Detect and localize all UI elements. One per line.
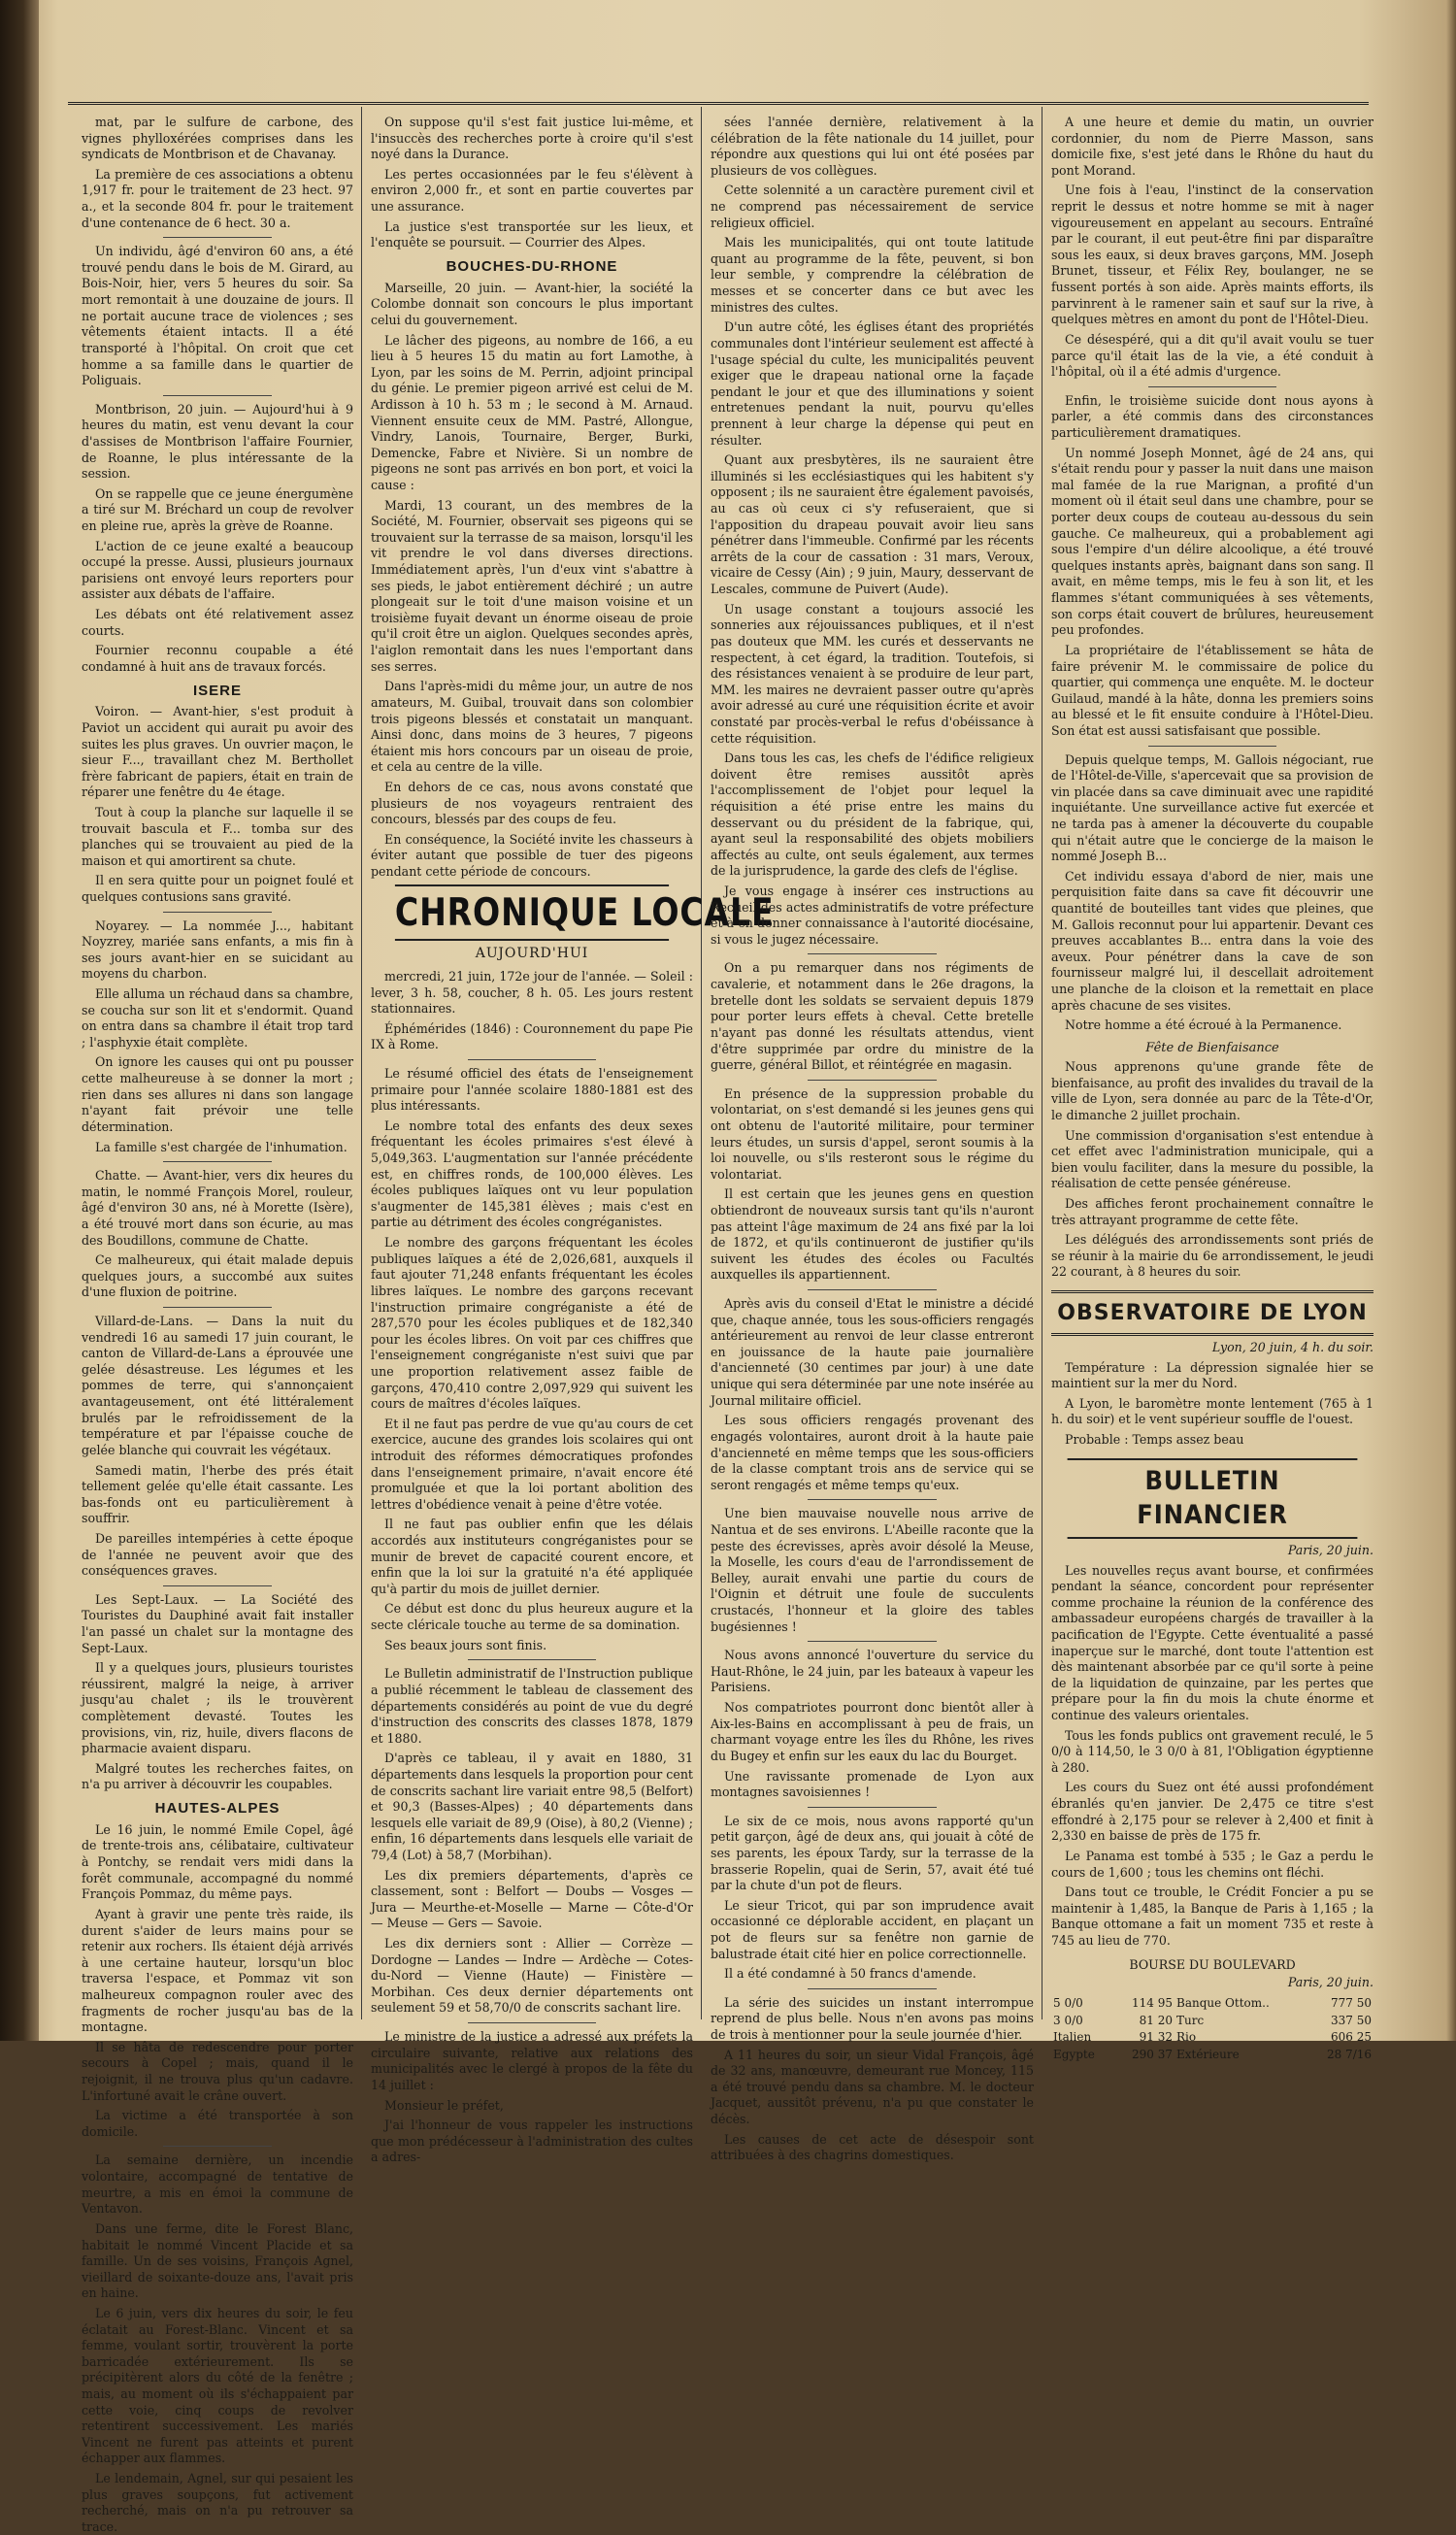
paragraph: A 11 heures du soir, un sieur Vidal François, âgé de 32 ans, manœuvre, demeurant rue Moncey, 115 a été trouvé pendu dans sa chambre. M. le docteur Jacquet, aussitôt prévenu, n'a pu que constater le décès. <box>711 2047 1034 2127</box>
column-4 <box>1051 115 1373 2062</box>
paragraph: A Lyon, le baromètre monte lentement (765 à 1 h. du soir) et le vent supérieur souffle de l'ouest. <box>1051 1395 1373 1427</box>
section-heading: ISERE <box>192 682 242 699</box>
paragraph: Nous apprenons qu'une grande fête de bienfaisance, au profit des invalides du travail de la ville de Lyon, sera donnée au parc de la Tête-d'Or, le dimanche 2 juillet prochain. <box>1051 1059 1373 1122</box>
masthead-title: CHRONIQUE LOCALE <box>395 884 669 942</box>
column-rule <box>361 107 362 2019</box>
table-cell: 114 95 <box>1132 1995 1174 2010</box>
table-cell: Turc <box>1176 2013 1205 2027</box>
column-rule <box>701 107 702 2019</box>
table-cell: 28 7/16 <box>1326 2048 1372 2062</box>
separator <box>163 2146 272 2147</box>
paragraph: Marseille, 20 juin. — Avant-hier, la société la Colombe donnait son concours le plus important celui du gouvernement. <box>371 280 693 327</box>
paragraph: Ce malheureux, qui était malade depuis quelques jours, a succombé aux suites d'une fluxion de poitrine. <box>82 1252 353 1300</box>
paragraph: Le ministre de la justice a adressé aux préfets la circulaire suivante, relative aux relations des municipalités avec le clergé à propos de la fête du 14 juillet : <box>371 2029 693 2092</box>
paragraph: Les Sept-Laux. — La Société des Touristes du Dauphiné avait fait installer l'an passé un chalet sur la montagne des Sept-Laux. <box>82 1591 353 1655</box>
separator <box>808 1289 937 1290</box>
paragraph: En conséquence, la Société invite les chasseurs à éviter autant que possible de tuer des pigeons pendant cette période de concours. <box>371 831 693 879</box>
paragraph: Montbrison, 20 juin. — Aujourd'hui à 9 heures du matin, est venu devant la cour d'assises de Montbrison l'affaire Fournier, de Roanne, le plus intéressante de la session. <box>82 401 353 482</box>
separator <box>1148 386 1277 387</box>
separator <box>163 1585 272 1586</box>
separator <box>468 1659 597 1660</box>
paragraph: sées l'année dernière, relativement à la célébration de la fête nationale du 14 juillet, pour répondre aux questions qui lui ont été posées par plusieurs de vos collègues. <box>711 115 1034 178</box>
table-cell: 337 50 <box>1331 2013 1372 2027</box>
section-heading: BOUCHES-DU-RHONE <box>446 257 618 275</box>
paragraph: Nos compatriotes pourront donc bientôt aller à Aix-les-Bains en accomplissant à peu de frais, un charmant voyage entre les îles du Rhône, les rives du Bugey et enfin sur les eaux du lac du Bourget. <box>711 1700 1034 1763</box>
paragraph: Ce début est donc du plus heureux augure et la secte cléricale touche au terme de sa domination. <box>371 1601 693 1633</box>
paragraph: Dans tous les cas, les chefs de l'édifice religieux doivent être remises aussitôt après l'accomplissement de l'objet pour lequel la réquisition a été prise entre les mains du desservant ou du président de la fabrique, qui, ayant seul la responsabilité des objets mobiliers affectés au culte, ont seuls également, aux termes de la jurisprudence, la garde des clefs de l'église. <box>711 750 1034 879</box>
table-cell: Egypte <box>1053 2048 1095 2062</box>
paragraph: Il est certain que les jeunes gens en question obtiendront de nouveaux sursis tant qu'ils n'auront pas atteint l'âge maximum de 24 ans fixé par la loi de 1872, et qu'ils continueront de justifier qu'ils suivent les études des écoles ou Facultés auxquelles ils appartiennent. <box>711 1186 1034 1283</box>
paragraph: Une fois à l'eau, l'instinct de la conservation reprit le dessus et notre homme se mit à nager vigoureusement en appelant au secours. Entraîné par le courant, il eut peut-être fini par disparaître sous les eaux, si deux braves garçons, MM. Joseph Brunet, tisseur, et Félix Rey, boulanger, ne se fussent portés à son aide. Après maints efforts, ils parvinrent à le ramener sain et sauf sur la rive, à quelques mètres en amont du pont de l'Hôtel-Dieu. <box>1051 183 1373 327</box>
paragraph: Dans l'après-midi du même jour, un autre de nos amateurs, M. Guibal, trouvait dans son colombier trois pigeons blessés et constatait un manquant. Ainsi donc, dans moins de 3 heures, 7 pigeons étaient mis hors concours par un oiseau de proie, et cela au centre de la ville. <box>371 679 693 775</box>
paragraph: Cette solennité a un caractère purement civil et ne comprend pas nécessairement de service religieux officiel. <box>711 183 1034 230</box>
paragraph: Ayant à gravir une pente très raide, ils durent s'aider de leurs mains pour se retenir aux rochers. Ils étaient déjà arrivés à une certaine hauteur, lorsqu'un bloc traversa l'espace, et Pommaz vit son malheureux compagnon rouler avec des fragments de rocher jusqu'au bas de la montagne. <box>82 1906 353 2035</box>
paragraph: Le 6 juin, vers dix heures du soir, le feu éclatait au Forest-Blanc. Vincent et sa femme, voulant sortir, trouvèrent la porte barricadée extérieurement. Ils se précipitèrent alors du côté de la fenêtre ; mais, au moment où ils s'échappaient par cette voie, cinq coups de revolver retentirent successivement. Les mariés Vincent ne furent pas atteints et purent échapper aux flammes. <box>82 2305 353 2466</box>
paragraph: Nous avons annoncé l'ouverture du service du Haut-Rhône, le 24 juin, par les bateaux à vapeur les Parisiens. <box>711 1648 1034 1695</box>
paragraph: De pareilles intempéries à cette époque de l'année ne peuvent avoir que des conséquences graves. <box>82 1530 353 1579</box>
paragraph: Le 16 juin, le nommé Emile Copel, âgé de trente-trois ans, célibataire, cultivateur à Pontchy, se rendait vers midi dans la forêt communale, accompagné du nommé François Pommaz, du même pays. <box>82 1821 353 1902</box>
dateline: Lyon, 20 juin, 4 h. du soir. <box>1211 1340 1373 1355</box>
separator <box>163 1161 272 1162</box>
paragraph: La première de ces associations a obtenu 1,917 fr. pour le traitement de 23 hect. 97 a., et la seconde 804 fr. pour le traitement d'une contenance de 6 hect. 30 a. <box>82 166 353 230</box>
binding-spine <box>0 0 39 2041</box>
top-rule <box>68 102 1369 105</box>
paragraph: mat, par le sulfure de carbone, des vignes phylloxérées comprises dans les syndicats de Montbrison et de Chavanay. <box>82 115 353 162</box>
table-cell: Italien <box>1053 2030 1092 2045</box>
paragraph: Cet individu essaya d'abord de nier, mais une perquisition faite dans sa cave fit découvrir une quantité de bouteilles tant vides que pleines, que M. Gallois reconnut pour lui appartenir. Devant ces preuves accablantes B... entra dans la voie des aveux. Pour pénétrer dans la cave de son fournisseur malgré lui, il descellait adroitement une planche de la cloison et la remettait en place après chacune de ses visites. <box>1051 868 1373 1013</box>
paragraph: Depuis quelque temps, M. Gallois négociant, rue de l'Hôtel-de-Ville, s'apercevait que sa provision de vin placée dans sa cave diminuait avec une rapidité inquiétante. Une surveillance active fut exercée et ne tarda pas à amener la découverte du coupable qui n'était autre que le concierge de la maison le nommé Joseph B... <box>1051 751 1373 864</box>
separator <box>808 1080 937 1081</box>
paragraph: Noyarey. — La nommée J..., habitant Noyzrey, mariée sans enfants, a mis fin à ses jours avant-hier en se suicidant au moyens du charbon. <box>82 917 353 982</box>
paragraph: Tous les fonds publics ont gravement reculé, le 5 0/0 à 114,50, le 3 0/0 à 81, l'Obligation égyptienne à 280. <box>1051 1727 1373 1775</box>
paragraph: Le Bulletin administratif de l'Instruction publique a publié récemment le tableau de classement des départements considérés au point de vue du degré d'instruction des conscrits des classes 1878, 1879 et 1880. <box>371 1666 693 1746</box>
column-1 <box>82 115 353 2534</box>
paragraph: Le Panama est tombé à 535 ; le Gaz a perdu le cours de 1,600 ; tous les chemins ont fléchi. <box>1051 1848 1373 1880</box>
paragraph: Un nommé Joseph Monnet, âgé de 24 ans, qui s'était rendu pour y passer la nuit dans une maison mal famée de la rue Marignan, a profité d'un moment où il était seul dans une chambre, pour se porter deux coups de couteau au-dessous du sein gauche. Ce malheureux, qui a probablement agi sous l'empire d'un délire alcoolique, a été trouvé quelques instants après, baignant dans son sang. Il avait, en même temps, mis le feu à son lit, et les flammes s'étant communiquées à ses vêtements, son corps était couvert de brûlures, heureusement peu profondes. <box>1051 445 1373 638</box>
separator <box>163 912 272 913</box>
paragraph: Les sous officiers rengagés provenant des engagés volontaires, auront droit à la haute paie d'ancienneté en même temps que les sous-officiers de la classe comptant trois ans de service qui se seront rengagés et même temps qu'eux. <box>711 1413 1034 1492</box>
paragraph: La série des suicides un instant interrompue reprend de plus belle. Nous n'en avons pas moins de trois à mentionner pour la seule journée d'hier. <box>711 1994 1034 2043</box>
paragraph: Les délégués des arrondissements sont priés de se réunir à la mairie du 6e arrondissement, le jeudi 22 courant, à 8 heures du soir. <box>1051 1232 1373 1280</box>
paragraph: La semaine dernière, un incendie volontaire, accompagné de tentative de meurtre, a mis en émoi la commune de Ventavon. <box>82 2152 353 2217</box>
paragraph: Ses beaux jours sont finis. <box>384 1637 547 1652</box>
paragraph: Et il ne faut pas perdre de vue qu'au cours de cet exercice, aucune des grandes lois scolaires qui ont introduit des réformes démocratiques profondes dans l'enseignement primaire, n'avait encore été promulguée et que la loi portant abolition des lettres d'obédience venait à peine d'être votée. <box>371 1416 693 1512</box>
bourse-table <box>1051 1995 1373 2064</box>
paragraph: Dans une ferme, dite le Forest Blanc, habitait le nommé Vincent Placide et sa famille. Un de ses voisins, François Agnel, vieillard de soixante-douze ans, l'avait pris en haine. <box>82 2220 353 2301</box>
section-heading: HAUTES-ALPES <box>154 1800 281 1818</box>
table-cell: 777 50 <box>1331 1995 1372 2010</box>
paragraph: Elle alluma un réchaud dans sa chambre, se coucha sur son lit et s'endormit. Quand on entra dans sa chambre il était trop tard ; l'asphyxie était complète. <box>82 986 353 1050</box>
table-cell: Extérieure <box>1176 2048 1240 2062</box>
paragraph: J'ai l'honneur de vous rappeler les instructions que mon prédécesseur à l'administration des cultes a adres- <box>371 2118 693 2165</box>
separator <box>468 2022 597 2023</box>
table-cell: Rio <box>1176 2030 1197 2045</box>
paragraph: La justice s'est transportée sur les lieux, et l'enquête se poursuit. — Courrier des Alpes. <box>371 218 693 250</box>
paragraph: On ignore les causes qui ont pu pousser cette malheureuse à se donner la mort ; rien dans ses allures ni dans son langage n'ayant fait prévoir une telle détermination. <box>82 1054 353 1134</box>
paragraph: L'action de ce jeune exalté a beaucoup occupé la presse. Aussi, plusieurs journaux parisiens ont envoyé leurs reporters pour assister aux débats de l'affaire. <box>82 538 353 602</box>
column-3 <box>711 115 1034 2163</box>
table-cell: Banque Ottom.. <box>1176 1995 1270 2010</box>
paragraph: La famille s'est chargée de l'inhumation. <box>95 1139 347 1154</box>
paragraph: Le nombre total des enfants des deux sexes fréquentant les écoles primaires s'est élevé à 5,049,363. L'augmentation sur l'année précédente est, en chiffres ronds, de 100,000 élèves. Les écoles publiques laïques ont vu leur population s'augmenter de 145,381 élèves ; mais c'est en partie au détriment des écoles congréganistes. <box>371 1117 693 1230</box>
paragraph: Les dix derniers sont : Allier — Corrèze — Dordogne — Landes — Indre — Ardèche — Cotes-du-Nord — Vienne (Haute) — Finistère — Morbihan. Ces deux dernier départements ont seulement 59 et 58,70/0 de conscrits sachant lire. <box>371 1936 693 2016</box>
paragraph: Une commission d'organisation s'est entendue à cet effet avec l'administration municipale, qui a bien voulu faciliter, dans la mesure du possible, la réalisation de cette pensée généreuse. <box>1051 1127 1373 1191</box>
paragraph: On a pu remarquer dans nos régiments de cavalerie, et notamment dans le 26e dragons, la bretelle dont les soldats se servaient depuis 1879 pour porter leurs effets à cheval. Cette bretelle n'ayant pas donné les résultats attendus, vient d'être supprimée par ordre du ministre de la guerre, général Billot, et réintégrée en magasin. <box>711 960 1034 1073</box>
separator <box>808 1807 937 1808</box>
paragraph: Mais les municipalités, qui ont toute latitude quant au programme de la fête, peuvent, si bon leur semble, y comprendre la célébration de messes et se concerter dans ce but avec les ministres des cultes. <box>711 235 1034 315</box>
table-cell: 5 0/0 <box>1053 1995 1083 2010</box>
paragraph: En présence de la suppression probable du volontariat, on s'est demandé si les jeunes gens qui ont obtenu de l'autorité militaire, pour terminer leurs études, un sursis d'appel, seront soumis à la loi nouvelle, ou s'ils resteront sous le régime du volontariat. <box>711 1085 1034 1182</box>
paragraph: Il en sera quitte pour un poignet foulé et quelques contusions sans gravité. <box>82 873 353 904</box>
separator <box>163 1307 272 1308</box>
paragraph: mercredi, 21 juin, 172e jour de l'année. — Soleil : lever, 3 h. 58, coucher, 8 h. 05. Les jours restent stationnaires. <box>371 968 693 1017</box>
paragraph: Les nouvelles reçus avant bourse, et confirmées pendant la séance, concordent pour représenter comme prochaine la réunion de la conférence des ambassadeur européens chargés de travailler à la pacification de l'Egypte. Cette éventualité a passé inaperçue sur le marché, dont toute l'attention est dès maintenant absorbée par ce qu'il sorte à peine de la liquidation de quinzaine, par les pertes que prépare pour la fin du mois la chute énorme et continue des valeurs orientales. <box>1051 1562 1373 1723</box>
masthead-subtitle: AUJOURD'HUI <box>475 946 589 962</box>
table-row <box>1051 2013 1373 2030</box>
paragraph: Le lendemain, Agnel, sur qui pesaient les plus graves soupçons, fut activement recherché, mais on n'a pu retrouver sa trace. <box>82 2471 353 2534</box>
paragraph: On suppose qu'il s'est fait justice lui-même, et l'insuccès des recherches porte à croire qu'il s'est noyé dans la Durance. <box>371 115 693 162</box>
paragraph: A une heure et demie du matin, un ouvrier cordonnier, du nom de Pierre Masson, sans domicile fixe, s'est jeté dans le Rhône du haut du pont Morand. <box>1051 115 1373 178</box>
paragraph: Notre homme a été écroué à la Permanence. <box>1065 1017 1342 1033</box>
paragraph: Tout à coup la planche sur laquelle il se trouvait bascula et F... tomba sur des planches qui se trouvaient au pied de la maison et qui amortirent sa chute. <box>82 804 353 868</box>
paragraph: Le nombre des garçons fréquentant les écoles publiques laïques a été de 2,026,681, auxquels il faut ajouter 71,248 enfants fréquentant les écoles libres laïques. Le nombre des garçons recevant l'instruction primaire congréganiste a été de 287,570 pour les écoles publiques et de 182,340 pour les écoles libres. On voit par ces chiffres que l'enseignement congréganiste n'est suivi que par une proportion relativement assez faible de garçons, 470,410 contre 2,097,929 qui suivent les cours de maîtres d'écoles laïques. <box>371 1235 693 1412</box>
paragraph: En dehors de ce cas, nous avons constaté que plusieurs de nos voyageurs rentraient des concours, blessés par des coups de feu. <box>371 779 693 827</box>
paragraph: D'un autre côté, les églises étant des propriétés communales dont l'intérieur seulement est affecté à l'usage spécial du culte, les municipalités peuvent exiger que le drapeau national orne la façade pendant le jour et que des illuminations y soient entretenues pendant la nuit, pourvu qu'elles prennent à leur charge la dépense qui peut en résulter. <box>711 319 1034 448</box>
bourse-heading: BOURSE DU BOULEVARD <box>1129 1956 1296 1972</box>
paragraph: Le six de ce mois, nous avons rapporté qu'un petit garçon, âgé de deux ans, qui jouait à côté de ses parents, les époux Tardy, sur la terrasse de la brasserie Ropelin, quai de Serin, 57, avait été tué par la chute d'un pot de fleurs. <box>711 1813 1034 1893</box>
paragraph: Mardi, 13 courant, un des membres de la Société, M. Fournier, observait ses pigeons qui se trouvaient sur la terrasse de sa maison, lorsqu'il les vit prendre le vol dans diverses directions. Immédiatement après, l'un d'eux vint s'abattre à ses pieds, le jabot entièrement déchiré ; un autre plongeait sur le toit d'une maison voisine et un troisième fuyait devant un énorme oiseau de proie qu'il croit être un aiglon. Quelques secondes après, l'aiglon remontait dans les nues l'emportant dans ses serres. <box>371 497 693 674</box>
paragraph: Il a été condamné à 50 francs d'amende. <box>724 1966 976 1982</box>
table-row <box>1051 1995 1373 2013</box>
paragraph: D'après ce tableau, il y avait en 1880, 31 départements dans lesquels la proportion pour cent de conscrits sachant lire variait entre 98,5 (Belfort) et 90,3 (Basses-Alpes) ; 40 départements dans lesquels elle variait de 89,9 (Oise), à 80,2 (Vienne) ; enfin, 16 départements dans lesquels elle variait de 79,4 (Lot) à 58,7 (Morbihan). <box>371 1751 693 1862</box>
separator <box>808 1988 937 1989</box>
separator <box>163 395 272 396</box>
paragraph: Dans tout ce trouble, le Crédit Foncier a pu se maintenir à 1,485, la Banque de Paris à 1,165 ; la Banque ottomane a fait un moment 735 et reste à 745 au lieu de 770. <box>1051 1885 1373 1948</box>
paragraph: Villard-de-Lans. — Dans la nuit du vendredi 16 au samedi 17 juin courant, le canton de Villard-de-Lans a éprouvée une gelée désastreuse. Les légumes et les pommes de terre, qui s'annonçaient avantageusement, ont été littéralement brulés par le refroidissement de la température et par l'épaisse couche de gelée blanche qui couvrait les végétaux. <box>82 1314 353 1457</box>
paragraph: Voiron. — Avant-hier, s'est produit à Paviot un accident qui aurait pu avoir des suites les plus graves. Un ouvrier maçon, le sieur F..., travaillant chez M. Berthollet frère fabricant de papiers, était en train de réparer une fenêtre du 4e étage. <box>82 704 353 800</box>
observatoire-heading: OBSERVATOIRE DE LYON <box>1051 1290 1373 1336</box>
paragraph: Les débats ont été relativement assez courts. <box>82 607 353 638</box>
paragraph: Un individu, âgé d'environ 60 ans, a été trouvé pendu dans le bois de M. Girard, au Bois-Noir, hier, vers 5 heures du soir. Sa mort remontait à une douzaine de jours. Il ne portait aucune trace de violences ; ses vêtements étaient intacts. Il a été transporté à l'hôpital. On croit que cet homme a sa famille dans le quartier de Poliguais. <box>82 244 353 388</box>
dateline: Paris, 20 juin. <box>1287 1542 1373 1557</box>
paragraph: Le résumé officiel des états de l'enseignement primaire pour l'année scolaire 1880-1881 est des plus intéressants. <box>371 1065 693 1114</box>
separator <box>163 237 272 238</box>
separator <box>808 1641 937 1642</box>
paragraph: On se rappelle que ce jeune énergumène a tiré sur M. Bréchard un coup de revolver en pleine rue, après la grève de Roanne. <box>82 485 353 534</box>
paragraph: Les cours du Suez ont été aussi profondément ébranlés qu'en janvier. De 2,475 ce titre s'est effondré à 2,175 pour se relever à 2,400 et finit à 2,330 en baisse de près de 175 fr. <box>1051 1780 1373 1844</box>
paragraph: Les pertes occasionnées par le feu s'élèvent à environ 2,000 fr., et sont en partie couvertes par une assurance. <box>371 166 693 215</box>
paragraph: Enfin, le troisième suicide dont nous ayons à parler, a été commis dans des circonstances particulièrement dramatiques. <box>1051 392 1373 440</box>
paragraph: Chatte. — Avant-hier, vers dix heures du matin, le nommé François Morel, rouleur, âgé d'environ 30 ans, né à Morette (Isère), a été trouvé mort dans son écurie, au mas des Boudillons, commune de Chatte. <box>82 1168 353 1248</box>
paragraph: Après avis du conseil d'Etat le ministre a décidé que, chaque année, tous les sous-officiers rengagés antérieurement au renvoi de leur classe entreront en jouissance de la haute paie journalière d'ancienneté (30 centimes par jour) à une date unique qui sera déterminée par une note insérée au Journal militaire officiel. <box>711 1296 1034 1408</box>
paragraph: Un usage constant a toujours associé les sonneries aux réjouissances publiques, et il n'est pas douteux que MM. les curés et desservants ne respectent, à cet égard, la tradition. Toutefois, si des résistances venaient à se produire de leur part, MM. les maires ne devraient passer outre qu'après avoir adressé au curé une réquisition écrite et avoir constaté par procès-verbal le refus d'obéissance à cette réquisition. <box>711 601 1034 746</box>
paragraph: Le sieur Tricot, qui par son imprudence avait occasionné ce déplorable accident, en plaçant un pot de fleurs sur sa fenêtre non garnie de balustrade était cité hier en police correctionnelle. <box>711 1897 1034 1961</box>
paragraph: Monsieur le préfet, <box>384 2097 504 2113</box>
paragraph: Quant aux presbytères, ils ne sauraient être illuminés si les ecclésiastiques qui les habitent s'y opposent ; ils ne sauraient être également pavoisés, au cas où ceux ci s'y refuseraient, que si l'apposition du drapeau pouvait avoir lieu sans pénétrer dans l'immeuble. Confirmé par les récents arrêts de la cour de cassation : 31 mars, Veroux, vicaire de Cessy (Ain) ; 9 juin, Maury, desservant de Lescales, commune de Puivert (Aude). <box>711 452 1034 597</box>
paragraph: Fournier reconnu coupable a été condamné à huit ans de travaux forcés. <box>82 643 353 674</box>
separator <box>1148 746 1277 747</box>
paragraph: Les causes de cet acte de désespoir sont attribuées à des chagrins domestiques. <box>711 2131 1034 2163</box>
paragraph: Une ravissante promenade de Lyon aux montagnes savoisiennes ! <box>711 1768 1034 1800</box>
paragraph: Température : La dépression signalée hier se maintient sur la mer du Nord. <box>1051 1359 1373 1391</box>
table-cell: 91 32 <box>1139 2030 1174 2045</box>
table-cell: 290 37 <box>1132 2048 1174 2062</box>
paragraph: Je vous engage à insérer ces instructions au Recueil des actes administratifs de votre préfecture et à en donner connaissance à l'autorité diocésaine, si vous le jugez nécessaire. <box>711 884 1034 947</box>
table-row <box>1051 2029 1373 2047</box>
bulletin-financier-heading: BULLETIN FINANCIER <box>1068 1458 1358 1539</box>
paragraph: Il se hâta de redescendre pour porter secours à Copel ; mais, quand il le rejoignit, il ne trouva plus qu'un cadavre. L'infortuné avait le crâne ouvert. <box>82 2039 353 2103</box>
paragraph: Il ne faut pas oublier enfin que les délais accordés aux instituteurs congréganistes pour se munir de brevet de capacité courent encore, et enfin que la loi sur la gratuité n'a été appliquée qu'à partir du mois de juillet dernier. <box>371 1517 693 1596</box>
paragraph: La victime a été transportée à son domicile. <box>82 2108 353 2139</box>
separator <box>808 1499 937 1500</box>
separator <box>808 953 937 954</box>
paragraph: Il y a quelques jours, plusieurs touristes réussirent, malgré la neige, à arriver jusqu'au chalet ; ils le trouvèrent complètement devasté. Toutes les provisions, vin, riz, huile, divers flacons de pharmacie avaient disparu. <box>82 1660 353 1756</box>
paragraph: Éphémérides (1846) : Couronnement du pape Pie IX à Rome. <box>371 1020 693 1052</box>
table-row <box>1051 2047 1373 2064</box>
paragraph: Probable : Temps assez beau <box>1065 1432 1244 1448</box>
paragraph: Malgré toutes les recherches faites, on n'a pu arriver à découvrir les coupables. <box>82 1760 353 1792</box>
table-cell: 606 25 <box>1331 2030 1372 2045</box>
table-cell: 81 20 <box>1139 2013 1174 2027</box>
chronique-masthead <box>371 884 775 963</box>
paragraph: Ce désespéré, qui a dit qu'il avait voulu se tuer parce qu'il était las de la vie, a été conduit à l'hôpital, où il a été admis d'urgence. <box>1051 331 1373 380</box>
paragraph: Les dix premiers départements, d'après ce classement, sont : Belfort — Doubs — Vosges — Jura — Meurthe-et-Moselle — Marne — Côte-d'Or — Meuse — Gers — Savoie. <box>371 1867 693 1931</box>
paragraph: Une bien mauvaise nouvelle nous arrive de Nantua et de ses environs. L'Abeille raconte que la peste des écrevisses, après avoir désolé la Meuse, la Moselle, les cours d'eau de l'arrondissement de Belley, aurait envahi une partie du cours de l'Oignin et détruit une foule de succulents crustacés, l'honneur et la gloire des tables bugésiennes ! <box>711 1506 1034 1634</box>
table-cell: 3 0/0 <box>1053 2013 1083 2027</box>
separator <box>468 1059 597 1060</box>
paragraph: Le lâcher des pigeons, au nombre de 166, a eu lieu à 5 heures 15 du matin au fort Lamothe, à Lyon, par les soins de M. Perrin, adjoint principal du génie. Le premier pigeon arrivé est celui de M. Ardisson à 10 h. 53 m ; le second à M. Arnaud. Viennent ensuite ceux de MM. Pastré, Allongue, Vindry, Lanois, Tournaire, Berger, Burki, Demencke, Fabre et Nivière. Si un nombre de pigeons ne sont pas arrivés en bon port, et voici la cause : <box>371 332 693 492</box>
dateline: Paris, 20 juin. <box>1287 1975 1373 1990</box>
section-heading: Fête de Bienfaisance <box>1145 1040 1279 1055</box>
column-2 <box>371 115 775 2165</box>
paragraph: Samedi matin, l'herbe des prés était tellement gelée qu'elle était cassante. Les bas-fonds ont eu particulièrement à souffrir. <box>82 1462 353 1526</box>
paragraph: La propriétaire de l'établissement se hâta de faire prévenir M. le commissaire de police du quartier, qui commença une enquête. M. le docteur Guilaud, mandé à la hâte, donna les premiers soins au blessé et le fit ensuite conduire à l'Hôtel-Dieu. Son état est aussi satisfaisant que possible. <box>1051 642 1373 738</box>
paragraph: Des affiches feront prochainement connaître le très attrayant programme de cette fête. <box>1051 1195 1373 1227</box>
